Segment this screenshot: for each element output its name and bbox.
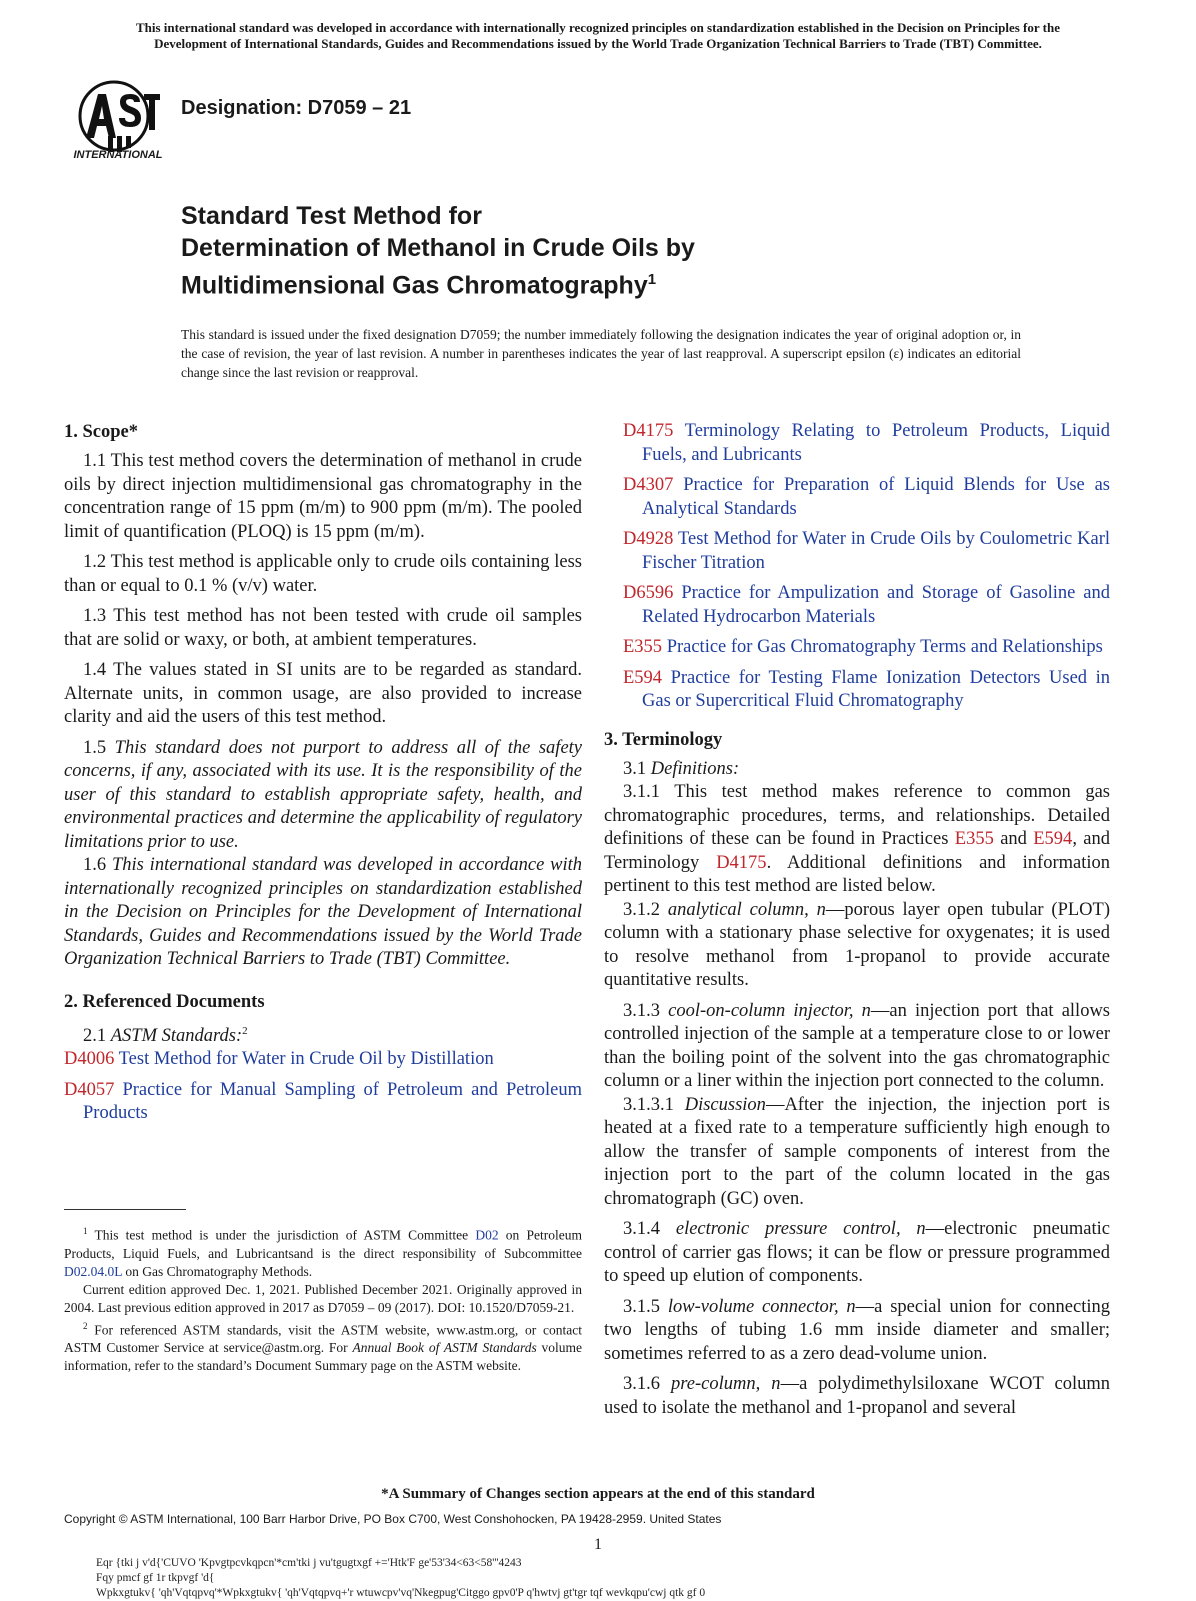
para-3-1-6-number: 3.1.6 <box>623 1374 672 1394</box>
title-footnote-mark: 1 <box>647 271 657 288</box>
para-3-1-3 <box>604 1000 1110 1094</box>
para-1-5 <box>64 737 582 855</box>
para-3-1-1-text-b: , and Terminology <box>604 829 1110 873</box>
ref-code[interactable]: D6596 <box>623 583 674 603</box>
para-1-2: 1.2 This test method is applicable only to crude oils containing less than or equal to 0.1 % (v/v) water. <box>64 552 582 596</box>
para-3-1-3-1 <box>604 1094 1110 1212</box>
title-line1: Standard Test Method for <box>181 202 482 230</box>
footnote-1 <box>64 1222 582 1281</box>
ref-link-d6596[interactable] <box>604 582 1110 629</box>
para-1-6 <box>64 854 582 972</box>
para-3-1-2 <box>604 899 1110 993</box>
para-1-3: 1.3 This test method has not been tested with crude oil samples that are solid or waxy, or both, at ambient temperatures. <box>64 606 582 650</box>
ref-code[interactable]: D4057 <box>64 1079 115 1100</box>
footnote-2 <box>64 1317 582 1376</box>
para-3-1-3-1-number: 3.1.3.1 <box>623 1094 685 1115</box>
ref-link-d4928[interactable] <box>604 528 1110 575</box>
term-pre-column: pre-column, n <box>671 1374 781 1394</box>
footnote-1-text-a: This test method is under the jurisdiction of ASTM Committee <box>87 1227 476 1243</box>
para-3-1-1-text-a: 3.1.1 This test method makes reference to common gas chromatographic procedures, terms, and relationships. Detailed definitions of these can be found in Practices <box>604 782 1110 849</box>
para-2-1-number: 2.1 <box>83 1025 111 1046</box>
section-heading-referenced: 2. Referenced Documents <box>64 991 265 1012</box>
term-cool-on-column-injector: cool-on-column injector, n <box>668 1000 871 1021</box>
title-line3-text: Multidimensional Gas Chromatography <box>181 271 648 300</box>
term-low-volume-connector: low-volume connector, n <box>667 1296 856 1317</box>
term-analytical-column: analytical column, n <box>667 899 826 920</box>
para-3-1-2-text: —porous layer open tubular (PLOT) column with a stationary phase selective for oxygenates; it is used to resolve methanol from 1-propanol to provide accurate quantitative results. <box>604 899 1110 990</box>
ref-title[interactable]: Terminology Relating to Petroleum Products, Liquid Fuels, and Lubricants <box>642 421 1110 465</box>
ref-code[interactable]: E594 <box>623 667 663 688</box>
para-2-1 <box>64 1020 582 1049</box>
para-2-1-footnote-mark: 2 <box>242 1024 248 1037</box>
para-3-1-2-number: 3.1.2 <box>623 899 668 920</box>
para-3-1-4 <box>604 1218 1110 1289</box>
designation: Designation: D7059 – 21 <box>181 97 412 119</box>
para-3-1-3-text: —an injection port that allows controlled injection of the sample at a temperature close to or lower than the boiling point of the solvent into the gas chromatographic column or a liner within the injection port connected to the column. <box>604 1000 1111 1091</box>
para-1-1: 1.1 This test method covers the determination of methanol in crude oils by direct injection multidimensional gas chromatography in the concentration range of 15 ppm (m/m) to 900 ppm (m/m). The pooled limit of quantification (PLOQ) is 15 ppm (m/m). <box>64 451 582 542</box>
para-3-1-number: 3.1 <box>623 758 651 779</box>
link-d4175[interactable]: D4175 <box>716 852 767 873</box>
license-stamp-line2: Fqy pmcf gf 1r tkpvgf 'd{ <box>96 1572 215 1584</box>
footnote-1-mark: 1 <box>83 1226 88 1236</box>
section-heading-terminology: 3. Terminology <box>604 729 723 750</box>
wto-notice-line1: This international standard was developed in accordance with internationally recognized principles on standardization established in the Decision on Principles for the <box>135 20 1060 35</box>
para-3-1-3-number: 3.1.3 <box>623 1000 669 1021</box>
ref-code[interactable]: D4928 <box>623 529 674 549</box>
astm-logo-icon <box>64 80 172 170</box>
link-e355[interactable]: E355 <box>954 829 994 849</box>
logo-international-text: INTERNATIONAL <box>73 149 163 161</box>
right-column <box>604 420 1110 1420</box>
link-d02[interactable]: D02 <box>475 1227 499 1243</box>
ref-link-d4057[interactable] <box>64 1079 582 1126</box>
para-1-6-text: This international standard was developed in accordance with internationally recognized principles on standardization established in the Decision on Principles for the Development of International Standards, Guides and Recommendations issued by the World Trade Organization Technical Barriers to Trade (TBT) Committee. <box>64 855 583 969</box>
ref-code[interactable]: D4175 <box>623 421 674 441</box>
footnote-2-text-b: volume information, refer to the standard’s Document Summary page on the ASTM website. <box>64 1340 583 1373</box>
para-1-5-number: 1.5 <box>83 737 115 758</box>
para-3-1-text: Definitions: <box>650 758 740 779</box>
term-electronic-pressure-control: electronic pressure control, n <box>675 1219 926 1239</box>
para-3-1-6 <box>604 1373 1110 1420</box>
ref-link-e355[interactable] <box>604 636 1110 660</box>
issue-notice: This standard is issued under the fixed designation D7059; the number immediately following the designation indicates the year of original adoption or, in the case of revision, the year of last revision. A number in parentheses indicates the year of last reapproval. A superscript epsilon (ε) indicates an editorial change since the last revision or reapproval. <box>181 327 1021 380</box>
para-2-1-title: ASTM Standards: <box>110 1025 243 1046</box>
ref-link-d4006[interactable] <box>64 1048 582 1072</box>
copyright: Copyright © ASTM International, 100 Barr Harbor Drive, PO Box C700, West Conshohocken, PA 19428-2959. United States <box>64 1512 722 1526</box>
license-stamp-line3: Wpkxgtukv{ 'qh'Vqtqpvq'*Wpkxgtukv{ 'qh'Vqtqpvq+'r wtuwcpv'vq'Nkegpug'Citggo gpv0'P q'hwtvj gt'tgr tqf wevkqpu'cwj qtk gf 0 <box>96 1587 706 1599</box>
title-line2: Determination of Methanol in Crude Oils by <box>181 234 695 262</box>
para-1-4: 1.4 The values stated in SI units are to be regarded as standard. Alternate units, in common usage, are also provided to increase clarity and aid the users of this test method. <box>64 660 582 727</box>
ref-code[interactable]: D4006 <box>64 1049 115 1070</box>
para-1-6-number: 1.6 <box>83 855 112 875</box>
link-d02-04-0l[interactable]: D02.04.0L <box>64 1263 122 1279</box>
para-3-1-5-number: 3.1.5 <box>623 1296 668 1317</box>
footnote-divider <box>64 1209 186 1210</box>
para-1-5-text: This standard does not purport to address all of the safety concerns, if any, associated with its use. It is the responsibility of the user of this standard to establish appropriate safety, health, and environmental practices and determine the applicability of regulatory limitations prior to use. <box>64 737 583 852</box>
left-column <box>64 420 582 1133</box>
summary-of-changes-note: *A Summary of Changes section appears at the end of this standard <box>381 1486 815 1502</box>
para-3-1-3-1-text: —After the injection, the injection port is heated at a fixed rate to a temperature sufficiently high enough to allow the transfer of sample components of interest from the injection port to the part of the column located in the gas chromatograph (GC) oven. <box>604 1094 1111 1209</box>
ref-title[interactable]: Practice for Ampulization and Storage of Gasoline and Related Hydrocarbon Materials <box>642 583 1110 627</box>
license-stamp <box>96 1556 705 1601</box>
ref-title[interactable]: Practice for Gas Chromatography Terms and Relationships <box>662 637 1103 657</box>
footnote-1-text-c: on Gas Chromatography Methods. <box>122 1263 313 1279</box>
license-stamp-line1: Eqr {tki j v'd{'CUVO 'Kpvgtpcvkqpcn'*cm'tki j vu'tgugtxgf +='Htk'F ge'53'34<63<58'''4243 <box>96 1557 522 1569</box>
para-3-1-1-and: and <box>993 829 1034 849</box>
footnote-1-text-b: on Petroleum Products, Liquid Fuels, and Lubricantsand is the direct responsibility of Subcommittee <box>64 1227 582 1261</box>
para-3-1-1-text-c: . Additional definitions and information pertinent to this test method are listed below. <box>604 852 1110 896</box>
ref-title[interactable]: Test Method for Water in Crude Oil by Distillation <box>114 1049 494 1070</box>
footnote-1-edition: Current edition approved Dec. 1, 2021. Published December 2021. Originally approved in 2004. Last previous edition approved in 2017 as D7059 – 09 (2017). DOI: 10.1520/D7059-21. <box>64 1281 582 1315</box>
para-3-1 <box>604 758 1110 782</box>
wto-notice-line2: Development of International Standards, Guides and Recommendations issued by the World Trade Organization Technical Barriers to Trade (TBT) Committee. <box>154 36 1042 51</box>
title-line3 <box>181 264 695 301</box>
footnote-2-book-title: Annual Book of ASTM Standards <box>352 1340 537 1355</box>
ref-title[interactable]: Test Method for Water in Crude Oils by Coulometric Karl Fischer Titration <box>642 529 1110 573</box>
para-3-1-6-text: —a polydimethylsiloxane WCOT column used to isolate the methanol and 1-propanol and several <box>604 1374 1110 1418</box>
page-number: 1 <box>594 1536 602 1553</box>
para-3-1-1 <box>604 781 1110 899</box>
footnotes <box>64 1222 582 1375</box>
para-3-1-5-text: —a special union for connecting two lengths of tubing 1.6 mm inside diameter and smaller; sometimes referred to as a zero dead-volume union. <box>604 1296 1111 1364</box>
ref-link-e594[interactable] <box>604 667 1110 714</box>
para-3-1-4-text: —electronic pneumatic control of carrier gas flows; it can be flow or pressure programmed to speed up elution of components. <box>604 1219 1111 1286</box>
footnote-2-text-a: For referenced ASTM standards, visit the ASTM website, www.astm.org, or contact ASTM Customer Service at service@astm.org. For <box>64 1322 582 1355</box>
ref-title[interactable]: Practice for Preparation of Liquid Blends for Use as Analytical Standards <box>642 475 1110 519</box>
term-discussion: Discussion <box>684 1094 766 1115</box>
ref-code[interactable]: E355 <box>623 637 663 657</box>
footnote-2-mark: 2 <box>83 1320 88 1331</box>
para-3-1-5 <box>604 1296 1110 1367</box>
section-heading-scope: 1. Scope* <box>64 422 138 442</box>
wto-notice <box>58 20 1138 52</box>
document-title <box>181 200 695 301</box>
ref-link-d4307[interactable] <box>604 474 1110 521</box>
link-e594[interactable]: E594 <box>1033 829 1073 849</box>
ref-code[interactable]: D4307 <box>623 475 674 495</box>
ref-title[interactable]: Practice for Manual Sampling of Petroleum and Petroleum Products <box>83 1079 582 1124</box>
ref-title[interactable]: Practice for Testing Flame Ionization Detectors Used in Gas or Supercritical Fluid Chromatography <box>642 667 1110 711</box>
para-3-1-4-number: 3.1.4 <box>623 1219 676 1239</box>
ref-link-d4175[interactable] <box>604 420 1110 467</box>
